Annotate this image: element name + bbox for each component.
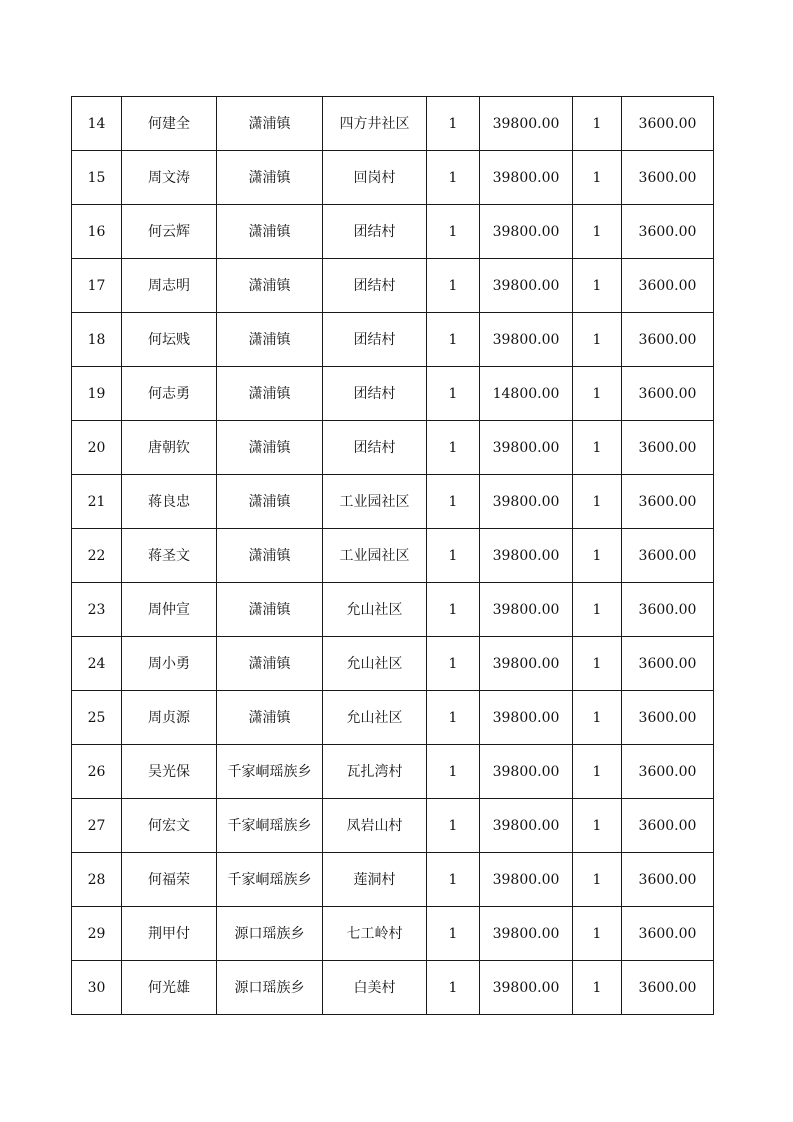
row-number-cell: 29 xyxy=(72,907,122,961)
amount-cell: 39800.00 xyxy=(480,583,573,637)
township-cell: 潇浦镇 xyxy=(217,475,323,529)
count2-cell: 1 xyxy=(573,799,622,853)
amount2-cell: 3600.00 xyxy=(622,205,714,259)
table-row xyxy=(72,745,714,799)
township-cell: 源口瑶族乡 xyxy=(217,907,323,961)
table-row xyxy=(72,637,714,691)
village-cell: 允山社区 xyxy=(323,637,427,691)
count2-cell: 1 xyxy=(573,961,622,1015)
count2-cell: 1 xyxy=(573,151,622,205)
count2-cell: 1 xyxy=(573,745,622,799)
name-cell: 蒋圣文 xyxy=(122,529,217,583)
name-cell: 周文涛 xyxy=(122,151,217,205)
name-cell: 何坛贱 xyxy=(122,313,217,367)
row-number-cell: 27 xyxy=(72,799,122,853)
count-cell: 1 xyxy=(427,961,480,1015)
name-cell: 何云辉 xyxy=(122,205,217,259)
table-row xyxy=(72,97,714,151)
name-cell: 周贞源 xyxy=(122,691,217,745)
amount-cell: 39800.00 xyxy=(480,961,573,1015)
township-cell: 潇浦镇 xyxy=(217,691,323,745)
amount2-cell: 3600.00 xyxy=(622,259,714,313)
amount2-cell: 3600.00 xyxy=(622,151,714,205)
count-cell: 1 xyxy=(427,745,480,799)
township-cell: 潇浦镇 xyxy=(217,367,323,421)
village-cell: 工业园社区 xyxy=(323,529,427,583)
count2-cell: 1 xyxy=(573,529,622,583)
table-row xyxy=(72,313,714,367)
row-number-cell: 18 xyxy=(72,313,122,367)
township-cell: 千家峒瑶族乡 xyxy=(217,853,323,907)
name-cell: 唐朝钦 xyxy=(122,421,217,475)
count-cell: 1 xyxy=(427,259,480,313)
row-number-cell: 17 xyxy=(72,259,122,313)
name-cell: 何志勇 xyxy=(122,367,217,421)
amount-cell: 39800.00 xyxy=(480,907,573,961)
count2-cell: 1 xyxy=(573,637,622,691)
count2-cell: 1 xyxy=(573,313,622,367)
village-cell: 团结村 xyxy=(323,259,427,313)
table-row xyxy=(72,367,714,421)
table-row xyxy=(72,259,714,313)
table-row xyxy=(72,151,714,205)
count-cell: 1 xyxy=(427,529,480,583)
village-cell: 允山社区 xyxy=(323,691,427,745)
township-cell: 源口瑶族乡 xyxy=(217,961,323,1015)
village-cell: 团结村 xyxy=(323,313,427,367)
amount2-cell: 3600.00 xyxy=(622,313,714,367)
count-cell: 1 xyxy=(427,421,480,475)
amount-cell: 39800.00 xyxy=(480,691,573,745)
amount2-cell: 3600.00 xyxy=(622,97,714,151)
township-cell: 潇浦镇 xyxy=(217,97,323,151)
amount-cell: 39800.00 xyxy=(480,475,573,529)
village-cell: 莲洞村 xyxy=(323,853,427,907)
village-cell: 工业园社区 xyxy=(323,475,427,529)
amount2-cell: 3600.00 xyxy=(622,853,714,907)
name-cell: 周志明 xyxy=(122,259,217,313)
name-cell: 荆甲付 xyxy=(122,907,217,961)
township-cell: 潇浦镇 xyxy=(217,529,323,583)
village-cell: 白美村 xyxy=(323,961,427,1015)
count-cell: 1 xyxy=(427,97,480,151)
count2-cell: 1 xyxy=(573,259,622,313)
table-row xyxy=(72,475,714,529)
row-number-cell: 16 xyxy=(72,205,122,259)
township-cell: 千家峒瑶族乡 xyxy=(217,745,323,799)
village-cell: 允山社区 xyxy=(323,583,427,637)
row-number-cell: 25 xyxy=(72,691,122,745)
township-cell: 潇浦镇 xyxy=(217,421,323,475)
table-row xyxy=(72,907,714,961)
count-cell: 1 xyxy=(427,691,480,745)
amount2-cell: 3600.00 xyxy=(622,745,714,799)
amount-cell: 39800.00 xyxy=(480,799,573,853)
count2-cell: 1 xyxy=(573,421,622,475)
village-cell: 团结村 xyxy=(323,421,427,475)
amount2-cell: 3600.00 xyxy=(622,799,714,853)
count-cell: 1 xyxy=(427,799,480,853)
township-cell: 潇浦镇 xyxy=(217,205,323,259)
amount2-cell: 3600.00 xyxy=(622,367,714,421)
row-number-cell: 23 xyxy=(72,583,122,637)
village-cell: 团结村 xyxy=(323,367,427,421)
township-cell: 潇浦镇 xyxy=(217,637,323,691)
amount2-cell: 3600.00 xyxy=(622,421,714,475)
township-cell: 潇浦镇 xyxy=(217,259,323,313)
row-number-cell: 19 xyxy=(72,367,122,421)
name-cell: 蒋良忠 xyxy=(122,475,217,529)
amount2-cell: 3600.00 xyxy=(622,691,714,745)
amount-cell: 39800.00 xyxy=(480,259,573,313)
count-cell: 1 xyxy=(427,583,480,637)
township-cell: 潇浦镇 xyxy=(217,583,323,637)
amount2-cell: 3600.00 xyxy=(622,529,714,583)
amount-cell: 39800.00 xyxy=(480,205,573,259)
row-number-cell: 24 xyxy=(72,637,122,691)
amount-cell: 39800.00 xyxy=(480,313,573,367)
count2-cell: 1 xyxy=(573,97,622,151)
subsidy-table xyxy=(71,96,714,1015)
township-cell: 潇浦镇 xyxy=(217,313,323,367)
amount-cell: 39800.00 xyxy=(480,529,573,583)
table-row xyxy=(72,799,714,853)
count-cell: 1 xyxy=(427,853,480,907)
row-number-cell: 26 xyxy=(72,745,122,799)
amount-cell: 39800.00 xyxy=(480,745,573,799)
count2-cell: 1 xyxy=(573,367,622,421)
name-cell: 周仲宣 xyxy=(122,583,217,637)
amount-cell: 14800.00 xyxy=(480,367,573,421)
amount-cell: 39800.00 xyxy=(480,151,573,205)
name-cell: 何福荣 xyxy=(122,853,217,907)
name-cell: 何光雄 xyxy=(122,961,217,1015)
row-number-cell: 20 xyxy=(72,421,122,475)
count2-cell: 1 xyxy=(573,205,622,259)
row-number-cell: 30 xyxy=(72,961,122,1015)
amount2-cell: 3600.00 xyxy=(622,583,714,637)
row-number-cell: 22 xyxy=(72,529,122,583)
name-cell: 周小勇 xyxy=(122,637,217,691)
village-cell: 瓦扎湾村 xyxy=(323,745,427,799)
amount-cell: 39800.00 xyxy=(480,637,573,691)
table-row xyxy=(72,961,714,1015)
count2-cell: 1 xyxy=(573,583,622,637)
table-row xyxy=(72,853,714,907)
amount2-cell: 3600.00 xyxy=(622,637,714,691)
name-cell: 何建全 xyxy=(122,97,217,151)
amount2-cell: 3600.00 xyxy=(622,475,714,529)
row-number-cell: 28 xyxy=(72,853,122,907)
village-cell: 七工岭村 xyxy=(323,907,427,961)
count-cell: 1 xyxy=(427,907,480,961)
table-row xyxy=(72,529,714,583)
count-cell: 1 xyxy=(427,151,480,205)
village-cell: 回岗村 xyxy=(323,151,427,205)
name-cell: 何宏文 xyxy=(122,799,217,853)
table-row xyxy=(72,691,714,745)
village-cell: 四方井社区 xyxy=(323,97,427,151)
table-row xyxy=(72,205,714,259)
count2-cell: 1 xyxy=(573,475,622,529)
table-row xyxy=(72,421,714,475)
count-cell: 1 xyxy=(427,637,480,691)
amount2-cell: 3600.00 xyxy=(622,907,714,961)
row-number-cell: 14 xyxy=(72,97,122,151)
count-cell: 1 xyxy=(427,313,480,367)
count2-cell: 1 xyxy=(573,691,622,745)
count2-cell: 1 xyxy=(573,853,622,907)
count2-cell: 1 xyxy=(573,907,622,961)
row-number-cell: 21 xyxy=(72,475,122,529)
amount2-cell: 3600.00 xyxy=(622,961,714,1015)
count-cell: 1 xyxy=(427,367,480,421)
row-number-cell: 15 xyxy=(72,151,122,205)
township-cell: 千家峒瑶族乡 xyxy=(217,799,323,853)
township-cell: 潇浦镇 xyxy=(217,151,323,205)
amount-cell: 39800.00 xyxy=(480,97,573,151)
count-cell: 1 xyxy=(427,475,480,529)
table-row xyxy=(72,583,714,637)
count-cell: 1 xyxy=(427,205,480,259)
name-cell: 吴光保 xyxy=(122,745,217,799)
village-cell: 团结村 xyxy=(323,205,427,259)
amount-cell: 39800.00 xyxy=(480,853,573,907)
amount-cell: 39800.00 xyxy=(480,421,573,475)
table-body xyxy=(72,97,714,1015)
village-cell: 凤岩山村 xyxy=(323,799,427,853)
